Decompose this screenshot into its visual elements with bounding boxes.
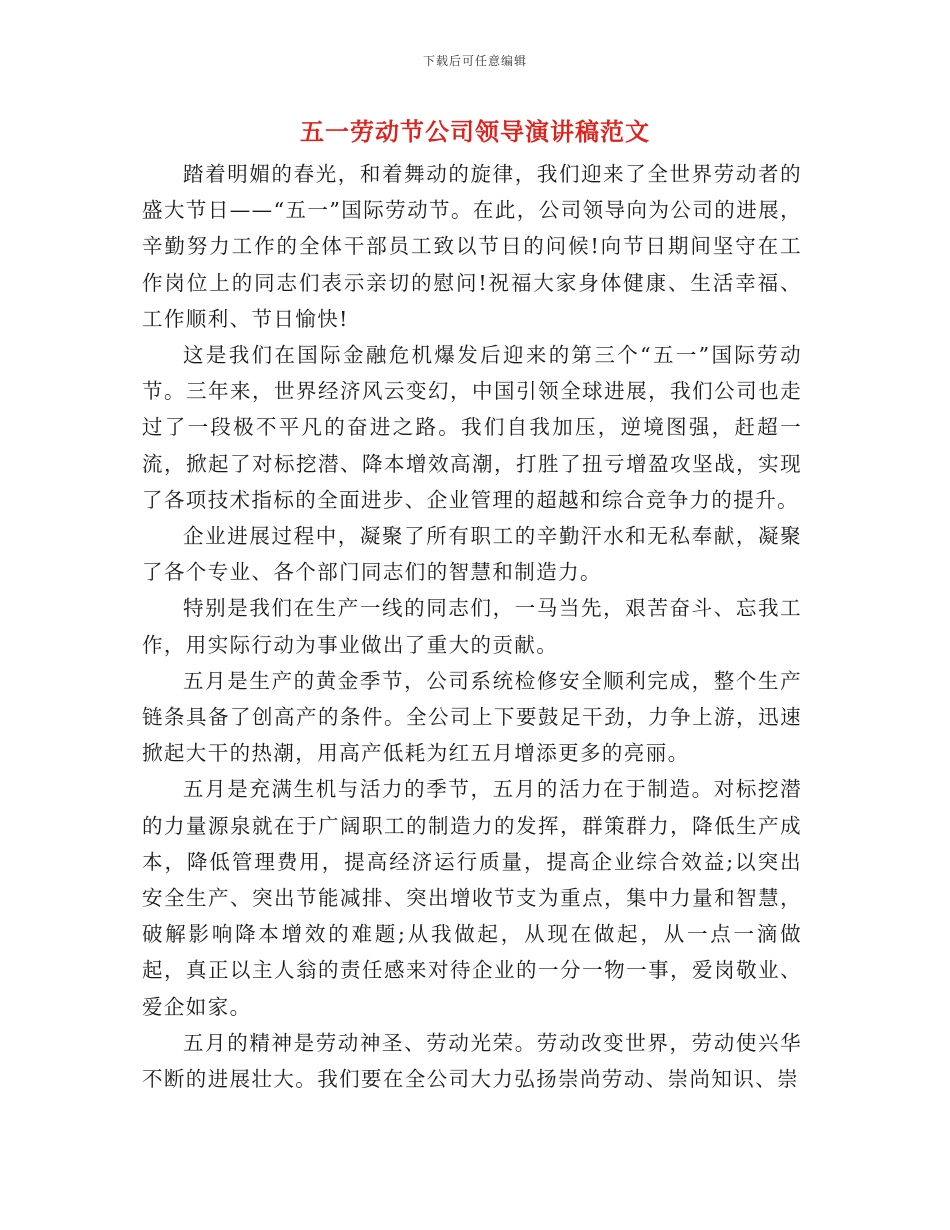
paragraph-3: 企业进展过程中，凝聚了所有职工的辛勤汗水和无私奉献，凝聚了各个专业、各个部门同志们的智慧和制造力。 <box>142 524 802 585</box>
paragraph-5: 五月是生产的黄金季节，公司系统检修安全顺利完成，整个生产链条具备了创高产的条件。全公司上下要鼓足干劲，力争上游，迅速掀起大干的热潮，用高产低耗为红五月增添更多的亮丽。 <box>142 668 802 766</box>
header-note: 下载后可任意编辑 <box>422 54 527 68</box>
paragraph-2: 这是我们在国际金融危机爆发后迎来的第三个“五一”国际劳动节。三年来，世界经济风云变幻，中国引领全球进展，我们公司也走过了一段极不平凡的奋进之路。我们自我加压，逆境图强，赶超一流，掀起了对标挖潜、降本增效高潮，打胜了扭亏增盈攻坚战，实现了各项技术指标的全面进步、企业管理的超越和综合竞争力的提升。 <box>142 343 802 512</box>
paragraph-6: 五月是充满生机与活力的季节，五月的活力在于制造。对标挖潜的力量源泉就在于广阔职工的制造力的发挥，群策群力，降低生产成本，降低管理费用，提高经济运行质量，提高企业综合效益;以突出安全生产、突出节能减排、突出增收节支为重点，集中力量和智慧，破解影响降本增效的难题;从我做起，从现在做起，从一点一滴做起，真正以主人翁的责任感来对待企业的一分一物一事，爱岗敬业、爱企如家。 <box>142 777 802 1019</box>
paragraph-1: 踏着明媚的春光，和着舞动的旋律，我们迎来了全世界劳动者的盛大节日——“五一”国际劳动节。在此，公司领导向为公司的进展，辛勤努力工作的全体干部员工致以节日的问候!向节日期间坚守在工作岗位上的同志们表示亲切的慰问!祝福大家身体健康、生活幸福、工作顺利、节日愉快! <box>142 162 802 331</box>
paragraph-4: 特别是我们在生产一线的同志们，一马当先，艰苦奋斗、忘我工作，用实际行动为事业做出了重大的贡献。 <box>142 596 802 657</box>
paragraph-7: 五月的精神是劳动神圣、劳动光荣。劳动改变世界，劳动使兴华不断的进展壮大。我们要在全公司大力弘扬崇尚劳动、崇尚知识、崇 <box>142 1030 802 1092</box>
document-title: 五一劳动节公司领导演讲稿范文 <box>300 117 650 146</box>
document-body <box>142 156 802 1097</box>
